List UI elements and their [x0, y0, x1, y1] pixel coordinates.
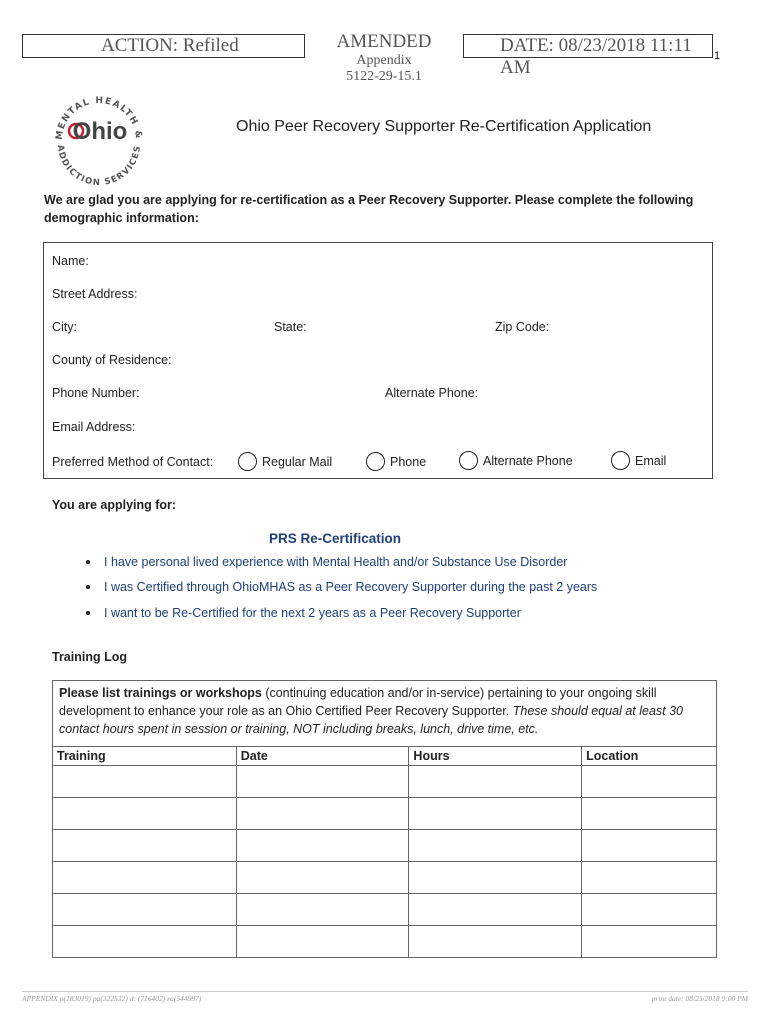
table-row — [53, 926, 717, 958]
training-log-heading: Training Log — [52, 650, 127, 664]
instructions-bold: Please list trainings or workshops — [59, 686, 262, 700]
table-cell[interactable] — [409, 798, 582, 830]
city-field[interactable]: City: — [52, 320, 77, 334]
zip-code-field[interactable]: Zip Code: — [495, 320, 550, 334]
instructions-text: (continuing education and/or in-service) pertaining to your ongoing skill development to enhance your role as an Ohio Certified Peer Recovery Supporter. — [59, 686, 657, 718]
bullet-icon — [86, 585, 90, 589]
logo-top-arc: MENTAL HEALTH & — [54, 95, 144, 141]
action-text: ACTION: Refiled — [101, 35, 239, 56]
radio-regular-mail[interactable] — [238, 452, 257, 471]
training-log-table — [52, 746, 717, 958]
list-item — [86, 580, 597, 594]
table-cell[interactable] — [53, 798, 237, 830]
footer-left: APPENDIX p(183019) pa(322532) d: (716402) ra(544997) — [22, 994, 202, 1003]
amended-label: AMENDED — [336, 31, 432, 52]
state-field[interactable]: State: — [274, 320, 307, 334]
alternate-phone-field[interactable]: Alternate Phone: — [385, 386, 479, 400]
program-title: PRS Re-Certification — [269, 531, 402, 546]
table-cell[interactable] — [53, 894, 237, 926]
radio-alternate-phone[interactable] — [459, 451, 478, 470]
table-header-row — [53, 747, 717, 766]
table-cell[interactable] — [582, 926, 717, 958]
table-cell[interactable] — [582, 894, 717, 926]
phone-number-field[interactable]: Phone Number: — [52, 386, 140, 400]
table-row — [53, 894, 717, 926]
logo-bottom-arc: ADDICTION SERVICES — [54, 144, 144, 189]
table-cell[interactable] — [236, 766, 409, 798]
instructions-italic: These should equal at least 30 contact hours spent in session or training, NOT including breaks, lunch, drive time, etc. — [59, 704, 683, 736]
table-cell[interactable] — [236, 798, 409, 830]
training-instructions — [52, 680, 717, 747]
footer-divider — [22, 991, 748, 992]
alternate-phone-label: Alternate Phone — [483, 454, 573, 468]
street-address-field[interactable]: Street Address: — [52, 287, 138, 301]
rule-number: 5122-29-15.1 — [346, 69, 422, 84]
bullet-text: I was Certified through OhioMHAS as a Peer Recovery Supporter during the past 2 years — [104, 580, 598, 594]
bullet-text: I want to be Re-Certified for the next 2 years as a Peer Recovery Supporter — [104, 606, 521, 620]
list-item — [86, 606, 521, 620]
table-cell[interactable] — [582, 862, 717, 894]
column-header-hours: Hours — [409, 747, 582, 766]
intro-text: We are glad you are applying for re-certification as a Peer Recovery Supporter. Please complete the following demographic information: — [44, 193, 694, 225]
table-cell[interactable] — [582, 830, 717, 862]
bullet-text: I have personal lived experience with Mental Health and/or Substance Use Disorder — [104, 555, 568, 569]
table-cell[interactable] — [236, 830, 409, 862]
table-cell[interactable] — [409, 766, 582, 798]
table-cell[interactable] — [409, 894, 582, 926]
table-row — [53, 766, 717, 798]
bullet-icon — [86, 560, 90, 564]
radio-phone[interactable] — [366, 452, 385, 471]
table-cell[interactable] — [53, 766, 237, 798]
list-item — [86, 555, 567, 569]
column-header-location: Location — [582, 747, 717, 766]
table-cell[interactable] — [236, 926, 409, 958]
table-cell[interactable] — [236, 894, 409, 926]
phone-label: Phone — [390, 455, 427, 469]
action-box — [22, 34, 305, 58]
table-cell[interactable] — [53, 926, 237, 958]
radio-email[interactable] — [611, 451, 630, 470]
table-row — [53, 798, 717, 830]
email-label: Email — [635, 454, 667, 468]
column-header-date: Date — [236, 747, 409, 766]
table-cell[interactable] — [53, 862, 237, 894]
regular-mail-label: Regular Mail — [262, 455, 333, 469]
email-address-field[interactable]: Email Address: — [52, 420, 136, 434]
page-title: Ohio Peer Recovery Supporter Re-Certification Application — [236, 118, 652, 135]
table-row — [53, 862, 717, 894]
table-cell[interactable] — [409, 926, 582, 958]
table-cell[interactable] — [409, 830, 582, 862]
table-cell[interactable] — [236, 862, 409, 894]
applying-heading: You are applying for: — [52, 498, 177, 512]
table-cell[interactable] — [409, 862, 582, 894]
svg-text:ADDICTION SERVICES — [55, 144, 143, 188]
logo-center: Ohio — [72, 118, 128, 145]
table-cell[interactable] — [582, 798, 717, 830]
date-text: DATE: 08/23/2018 11:11 AM — [500, 35, 692, 78]
county-field[interactable]: County of Residence: — [52, 353, 172, 367]
date-box — [463, 34, 713, 78]
preferred-contact-label: Preferred Method of Contact: — [52, 455, 214, 469]
table-cell[interactable] — [53, 830, 237, 862]
appendix-label: Appendix — [356, 53, 412, 68]
name-field[interactable]: Name: — [52, 254, 89, 268]
page-number: 1 — [714, 50, 721, 62]
bullet-icon — [86, 611, 90, 615]
ohiomhas-logo — [46, 84, 152, 190]
column-header-training: Training — [53, 747, 237, 766]
footer-right: print date: 08/23/2018 9:00 PM — [651, 994, 748, 1003]
table-row — [53, 830, 717, 862]
table-cell[interactable] — [582, 766, 717, 798]
